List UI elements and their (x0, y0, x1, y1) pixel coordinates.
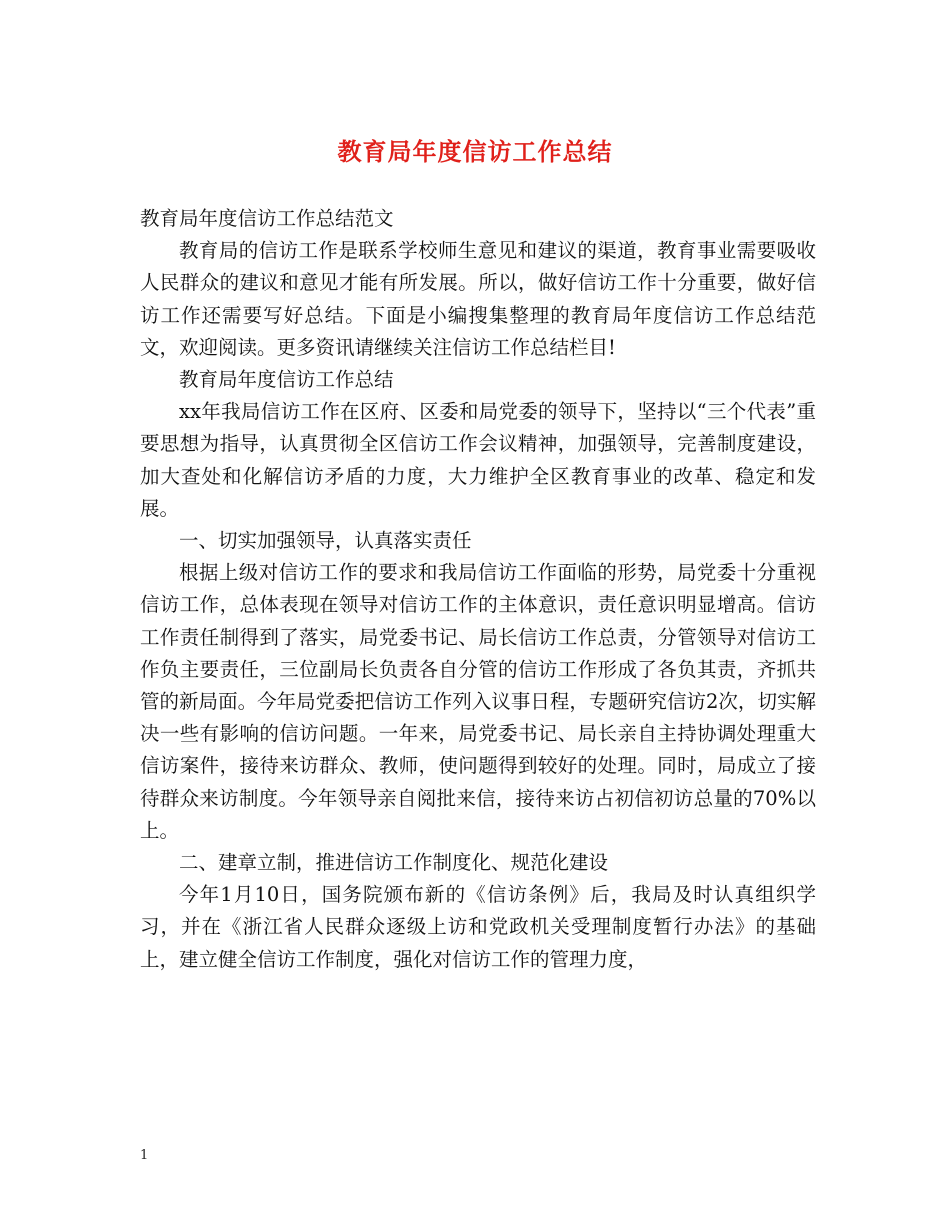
subtitle-paragraph: 教育局年度信访工作总结范文 (140, 207, 394, 230)
section-1-paragraph: 根据上级对信访工作的要求和我局信访工作面临的形势，局党委十分重视信访工作，总体表现在领导对信访工作的主体意识，责任意识明显增高。信访工作责任制得到了落实，局党委书记、局长信访工作总责，分管领导对信访工作负主要责任，三位副局长负责各自分管的信访工作形成了各负其责，齐抓共管的新局面。今年局党委把信访工作列入议事日程，专题研究信访2次，切实解决一些有影响的信访问题。一年来，局党委书记、局长亲自主持协调处理重大信访案件，接待来访群众、教师，使问题得到较好的处理。同时，局成立了接待群众来访制度。今年领导亲自阅批来信，接待来访占初信初访总量的70%以上。 (140, 561, 816, 842)
page-number: 1 (140, 1148, 149, 1163)
overview-paragraph: xx年我局信访工作在区府、区委和局党委的领导下，坚持以“三个代表”重要思想为指导，认真贯彻全区信访工作会议精神，加强领导，完善制度建设，加大查处和化解信访矛盾的力度，大力维护全区教育事业的改革、稳定和发展。 (140, 400, 816, 520)
document-title: 教育局年度信访工作总结 (337, 137, 613, 166)
section-heading-1: 一、切实加强领导，认真落实责任 (179, 529, 472, 553)
section-heading-2: 二、建章立制，推进信访工作制度化、规范化建设 (179, 851, 609, 875)
section-2-paragraph: 今年1月10日，国务院颁布新的《信访条例》后，我局及时认真组织学习，并在《浙江省人民群众逐级上访和党政机关受理制度暂行办法》的基础上，建立健全信访工作制度，强化对信访工作的管理力度， (140, 883, 816, 971)
document-body (140, 203, 816, 976)
section-title: 教育局年度信访工作总结 (179, 368, 394, 392)
intro-paragraph: 教育局的信访工作是联系学校师生意见和建议的渠道，教育事业需要吸收人民群众的建议和意见才能有所发展。所以，做好信访工作十分重要，做好信访工作还需要写好总结。下面是小编搜集整理的教育局年度信访工作总结范文，欢迎阅读。更多资讯请继续关注信访工作总结栏目! (140, 239, 816, 359)
